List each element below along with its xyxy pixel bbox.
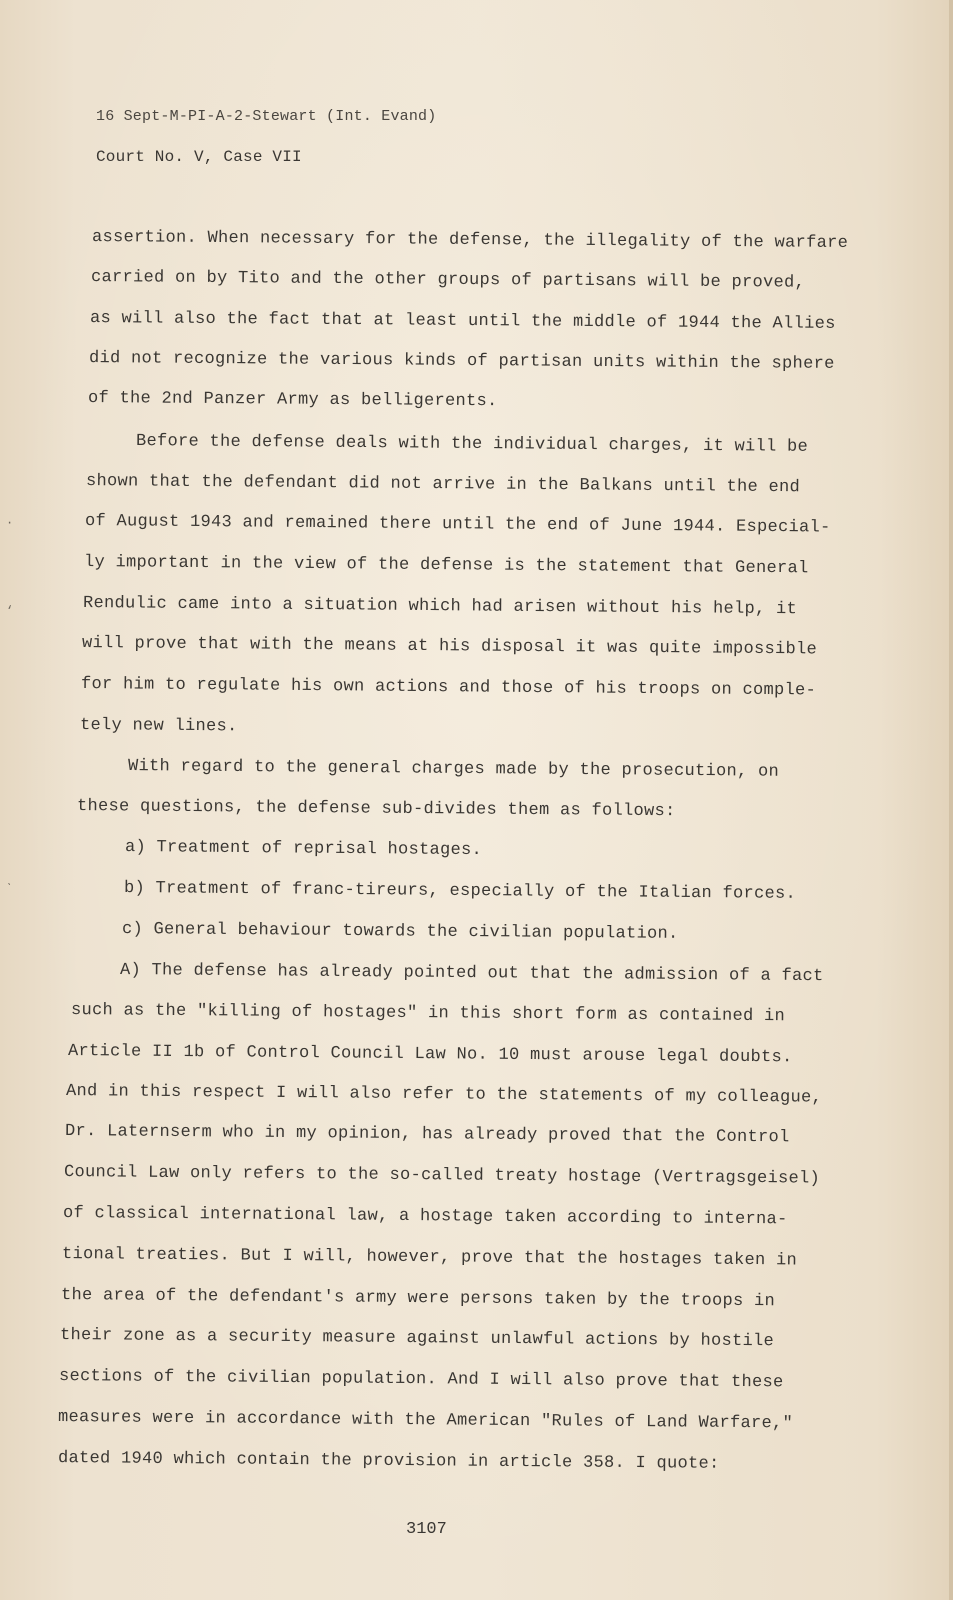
text-line: shown that the defendant did not arrive in the Balkans until the end — [85, 472, 801, 498]
text-line: Rendulic came into a situation which had arisen without his help, it — [82, 594, 798, 620]
text-line: dated 1940 which contain the provision in article 358. I quote: — [57, 1449, 720, 1474]
text-line: the area of the defendant's army were persons taken by the troops in — [60, 1286, 776, 1312]
text-line: did not recognize the various kinds of partisan units within the sphere — [88, 349, 835, 374]
text-line: Article II 1b of Control Council Law No. 10 must arouse legal doubts. — [67, 1042, 793, 1068]
text-line: ly important in the view of the defense is the statement that General — [83, 553, 809, 579]
text-line: A) The defense has already pointed out that the admission of a fact — [119, 961, 824, 987]
list-item-a: a) Treatment of reprisal hostages. — [124, 838, 483, 861]
text-line: With regard to the general charges made by the prosecution, on — [127, 757, 780, 782]
margin-mark: ˋ — [6, 882, 14, 896]
text-line: measures were in accordance with the American "Rules of Land Warfare," — [57, 1408, 794, 1434]
text-line: their zone as a security measure against unlawful actions by hostile — [59, 1326, 775, 1352]
margin-mark: ‘ — [6, 604, 14, 618]
text-line: will prove that with the means at his disposal it was quite impossible — [81, 634, 818, 660]
text-line: for him to regulate his own actions and those of his troops on comple- — [80, 675, 817, 701]
text-line: such as the "killing of hostages" in this short form as contained in — [70, 1001, 786, 1027]
text-line: assertion. When necessary for the defense, the illegality of the warfare — [91, 228, 849, 253]
text-line: these questions, the defense sub-divides them as follows: — [76, 797, 676, 822]
text-line: Dr. Laternserm who in my opinion, has already proved that the Control — [64, 1122, 790, 1148]
text-line: of classical international law, a hostage taken according to interna- — [62, 1204, 788, 1230]
text-line: Council Law only refers to the so-called treaty hostage (Vertragsgeisel) — [63, 1163, 821, 1189]
page-number: 3107 — [406, 1520, 447, 1539]
text-line: of August 1943 and remained there until the end of June 1944. Especial- — [84, 512, 831, 538]
text-line: of the 2nd Panzer Army as belligerents. — [87, 389, 498, 412]
text-line: tely new lines. — [79, 716, 238, 737]
text-line: Before the defense deals with the individual charges, it will be — [135, 432, 809, 457]
text-line: as will also the fact that at least until the middle of 1944 the Allies — [89, 309, 836, 334]
text-line: tional treaties. But I will, however, prove that the hostages taken in — [61, 1245, 798, 1271]
text-line: And in this respect I will also refer to the statements of my colleague, — [65, 1082, 823, 1108]
court-header: Court No. V, Case VII — [96, 148, 302, 166]
text-line: carried on by Tito and the other groups of partisans will be proved, — [90, 268, 806, 293]
margin-mark: · — [6, 516, 14, 530]
text-line: sections of the civilian population. And I will also prove that these — [58, 1367, 784, 1393]
session-header: 16 Sept-M-PI-A-2-Stewart (Int. Evand) — [96, 108, 437, 125]
list-item-b: b) Treatment of franc-tireurs, especially of the Italian forces. — [123, 879, 797, 904]
list-item-c: c) General behaviour towards the civilian population. — [121, 920, 679, 944]
page-edge — [949, 0, 953, 1600]
